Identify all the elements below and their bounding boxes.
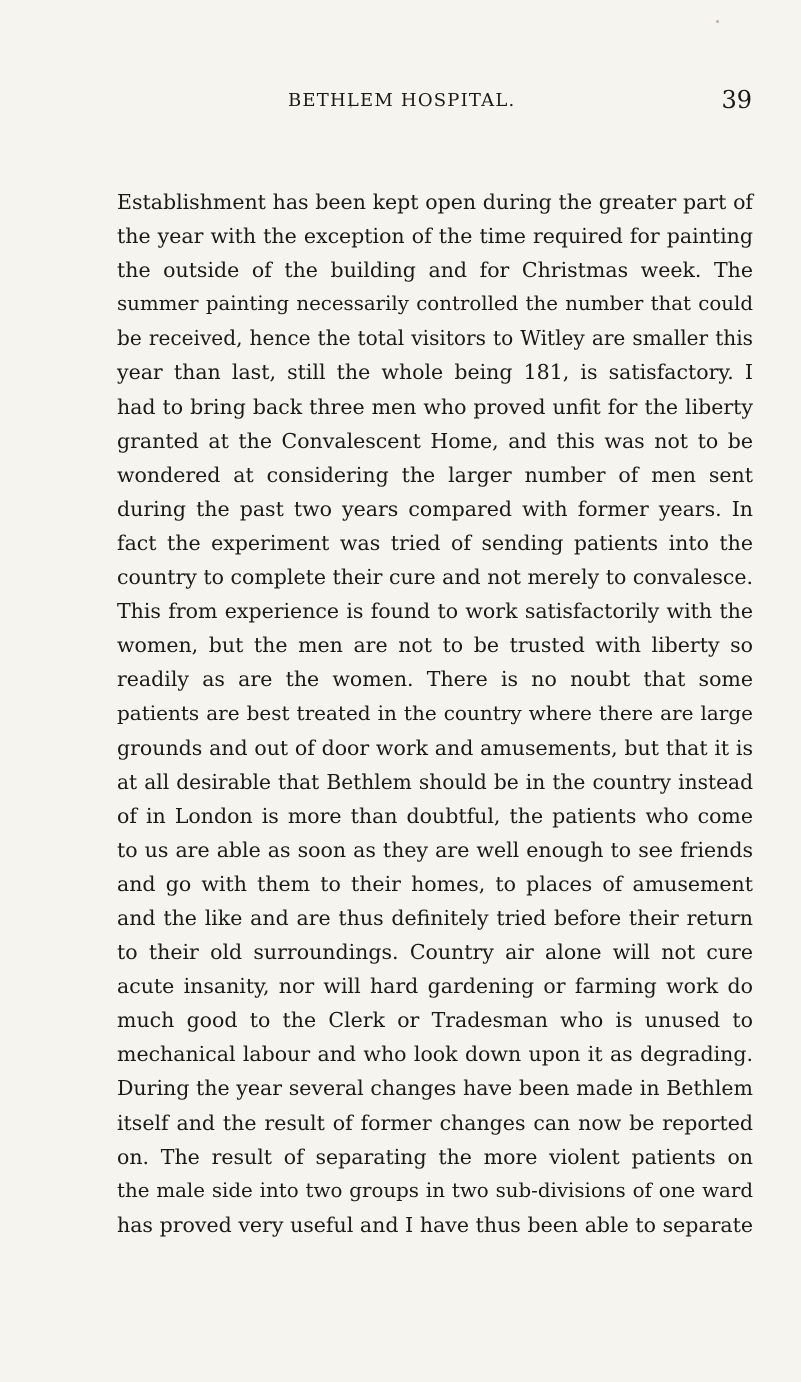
text-line: This from experience is found to work satisfactorily with the: [117, 599, 753, 624]
text-line: has proved very useful and I have thus been able to separate: [117, 1212, 753, 1237]
text-line: readily as are the women. There is no noubt that some: [117, 667, 753, 692]
text-line: During the year several changes have been made in Bethlem: [117, 1076, 753, 1101]
page-number: 39: [721, 86, 752, 114]
text-line: women, but the men are not to be trusted with liberty so: [117, 633, 753, 658]
text-line: to us are able as soon as they are well enough to see friends: [117, 837, 753, 862]
text-line: year than last, still the whole being 181, is satisfactory. I: [117, 360, 753, 385]
text-line: patients are best treated in the country where there are large: [117, 701, 753, 726]
text-line: the year with the exception of the time required for painting: [117, 224, 753, 249]
text-line: the outside of the building and for Christmas week. The: [117, 258, 753, 283]
text-line: to their old surroundings. Country air alone will not cure: [117, 940, 753, 965]
text-line: much good to the Clerk or Tradesman who is unused to: [117, 1008, 753, 1033]
text-line: Establishment has been kept open during the greater part of: [117, 190, 753, 214]
text-line: fact the experiment was tried of sending patients into the: [117, 530, 753, 555]
text-line: grounds and out of door work and amusements, but that it is: [117, 735, 753, 760]
text-line: had to bring back three men who proved unfit for the liberty: [117, 394, 753, 419]
paper-speck: [716, 20, 719, 23]
text-line: country to complete their cure and not merely to convalesce.: [117, 565, 753, 590]
text-line: itself and the result of former changes can now be reported: [117, 1110, 753, 1135]
text-line: and go with them to their homes, to places of amusement: [117, 871, 753, 896]
text-line: granted at the Convalescent Home, and this was not to be: [117, 428, 753, 453]
body-text: [117, 185, 753, 1242]
text-line: at all desirable that Bethlem should be in the country instead: [117, 769, 753, 794]
running-head: [118, 86, 752, 118]
text-line: on. The result of separating the more violent patients on: [117, 1144, 753, 1169]
text-line: and the like and are thus definitely tried before their return: [117, 905, 753, 930]
text-line: the male side into two groups in two sub-divisions of one ward: [117, 1178, 753, 1202]
text-line: acute insanity, nor will hard gardening or farming work do: [117, 974, 753, 999]
running-title: BETHLEM HOSPITAL.: [288, 90, 516, 111]
text-line: wondered at considering the larger number of men sent: [117, 462, 753, 487]
text-line: of in London is more than doubtful, the patients who come: [117, 803, 753, 828]
text-line: be received, hence the total visitors to Witley are smaller this: [117, 326, 753, 351]
text-line: summer painting necessarily controlled the number that could: [117, 292, 753, 316]
text-line: mechanical labour and who look down upon it as degrading.: [117, 1042, 753, 1067]
text-line: during the past two years compared with former years. In: [117, 496, 753, 521]
